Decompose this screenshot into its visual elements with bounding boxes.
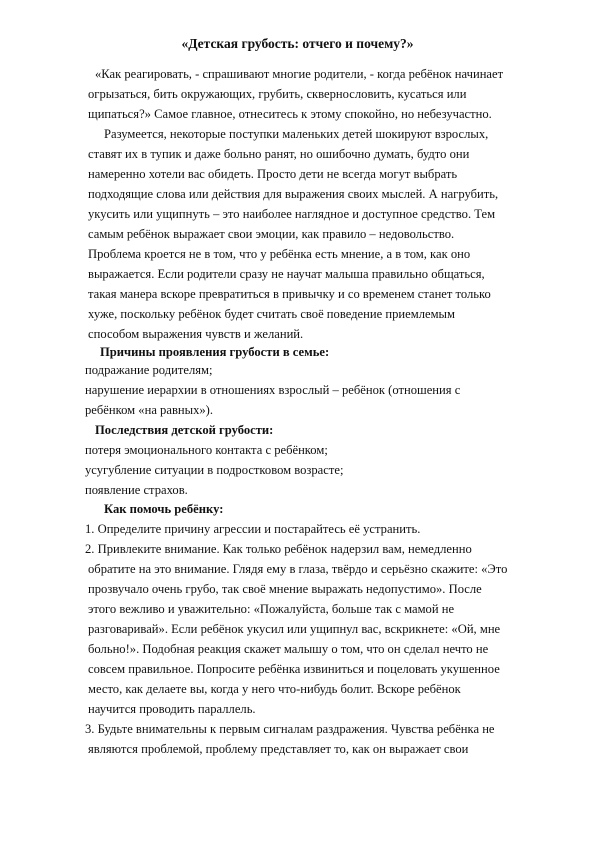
- section-heading: Как помочь ребёнку:: [104, 502, 224, 516]
- text-line: самым ребёнок выражает свои эмоции, как правило – недовольство.: [88, 227, 455, 241]
- text-line: нарушение иерархии в отношениях взрослый – ребёнок (отношения с: [85, 383, 461, 397]
- text-line: подражание родителям;: [85, 363, 213, 377]
- text-line: потеря эмоционального контакта с ребёнком;: [85, 443, 328, 457]
- text-line: разговаривай». Если ребёнок укусил или ущипнул вас, вскрикнете: «Ой, мне: [88, 622, 501, 636]
- text-line: обратите на это внимание. Глядя ему в глаза, твёрдо и серьёзно скажите: «Это: [88, 562, 508, 576]
- document-title: «Детская грубость: отчего и почему?»: [181, 36, 414, 51]
- text-line: хуже, поскольку ребёнок будет считать своё поведение приемлемым: [88, 307, 455, 321]
- text-line: являются проблемой, проблему представляет то, как он выражает свои: [88, 742, 469, 756]
- text-line: «Как реагировать, - спрашивают многие родители, - когда ребёнок начинает: [95, 67, 504, 81]
- text-line: такая манера вскоре превратиться в привычку и со временем станет только: [88, 287, 491, 301]
- text-line: ставят их в тупик и даже больно ранят, но ошибочно думать, будто они: [88, 147, 470, 161]
- text-line: укусить или ущипнуть – это наиболее наглядное и доступное средство. Тем: [88, 207, 496, 221]
- text-line: огрызаться, бить окружающих, грубить, сквернословить, кусаться или: [88, 87, 467, 101]
- text-line: больно!». Подобная реакция скажет малышу о том, что он сделал нечто не: [88, 642, 489, 656]
- text-line: Разумеется, некоторые поступки маленьких детей шокируют взрослых,: [104, 127, 489, 141]
- text-line: совсем правильное. Попросите ребёнка извиниться и поцеловать укушенное: [88, 662, 500, 676]
- text-line: прозвучало очень грубо, так своё мнение выражать недопустимо». После: [88, 582, 482, 596]
- text-line: ребёнком «на равных»).: [85, 403, 214, 417]
- text-line: научится проводить параллель.: [88, 702, 256, 716]
- text-line: щипаться?» Самое главное, отнеситесь к этому спокойно, но небезучастно.: [88, 107, 492, 121]
- text-line: Проблема кроется не в том, что у ребёнка есть мнение, а в том, как оно: [88, 247, 471, 261]
- text-line: 3. Будьте внимательны к первым сигналам раздражения. Чувства ребёнка не: [85, 722, 495, 736]
- text-line: способом выражения чувств и желаний.: [88, 327, 304, 341]
- text-line: намеренно хотели вас обидеть. Просто дети не всегда могут выбрать: [88, 167, 458, 181]
- section-heading: Причины проявления грубости в семье:: [100, 345, 330, 359]
- section-heading: Последствия детской грубости:: [95, 423, 274, 437]
- text-line: 1. Определите причину агрессии и постарайтесь её устранить.: [85, 522, 421, 536]
- text-line: выражается. Если родители сразу не научат малыша правильно общаться,: [88, 267, 485, 281]
- text-line: подходящие слова или действия для выражения своих мыслей. А нагрубить,: [88, 187, 499, 201]
- text-line: появление страхов.: [85, 483, 188, 497]
- text-line: 2. Привлеките внимание. Как только ребёнок надерзил вам, немедленно: [85, 542, 472, 556]
- text-line: место, как делаете вы, когда у него что-нибудь болит. Вскоре ребёнок: [88, 682, 461, 696]
- text-line: усугубление ситуации в подростковом возрасте;: [85, 463, 344, 477]
- text-line: этого вежливо и уважительно: «Пожалуйста, больше так с мамой не: [88, 602, 455, 616]
